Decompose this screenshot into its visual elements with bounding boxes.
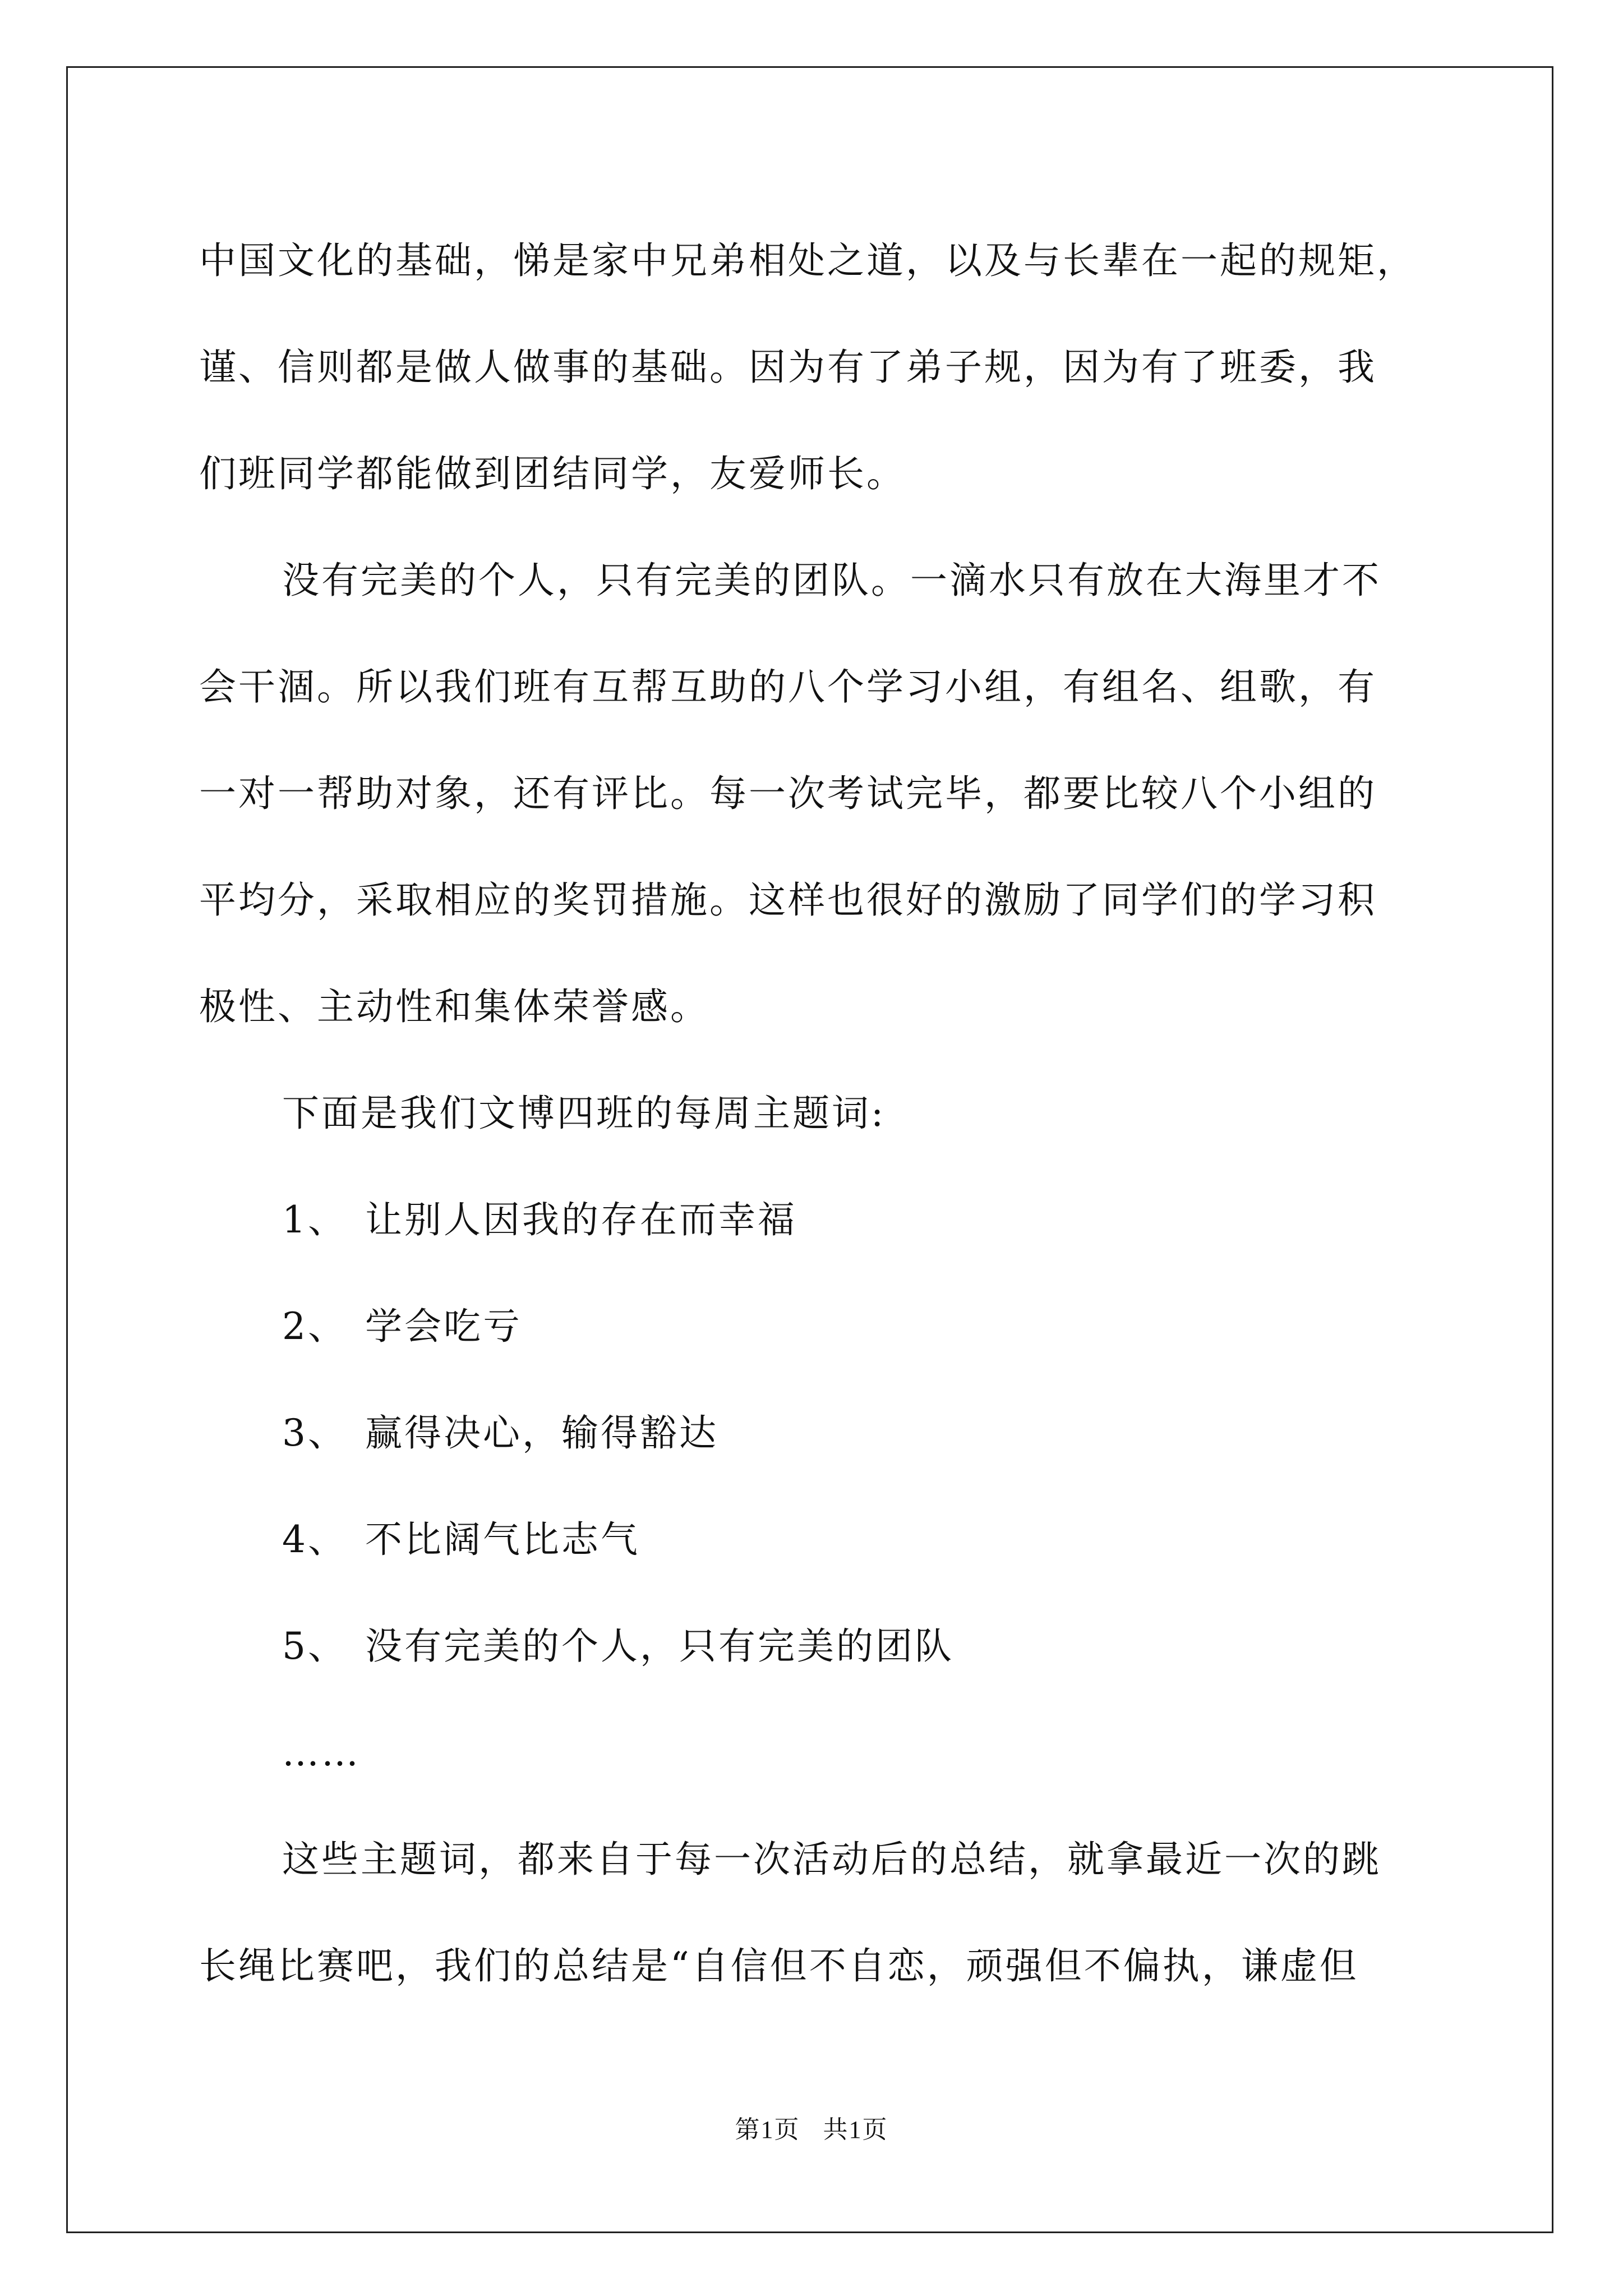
- text-line: 下面是我们文博四班的每周主题词:: [282, 1092, 886, 1135]
- list-number: 2、: [282, 1305, 347, 1348]
- paragraph-4: [199, 1806, 1433, 2019]
- paragraph-2: [199, 527, 1433, 1060]
- page-number: 第1页: [735, 2116, 800, 2143]
- text-line: 极性、主动性和集体荣誉感。: [199, 985, 709, 1028]
- document-body: [199, 208, 1433, 2019]
- list-item: [199, 1593, 1433, 1700]
- list-number: 5、: [282, 1625, 347, 1668]
- text-line: 谨、信则都是做人做事的基础。因为有了弟子规，因为有了班委，我: [199, 346, 1377, 389]
- text-line: 这些主题词，都来自于每一次活动后的总结，就拿最近一次的跳: [282, 1838, 1381, 1881]
- list-text: 学会吃亏: [365, 1305, 522, 1348]
- ellipsis: ……: [282, 1731, 361, 1774]
- list-item: [199, 1380, 1433, 1487]
- theme-list: [199, 1167, 1433, 1806]
- text-line: 会干涸。所以我们班有互帮互助的八个学习小组，有组名、组歌，有: [199, 665, 1377, 708]
- text-line: 中国文化的基础，悌是家中兄弟相处之道，以及与长辈在一起的规矩，: [199, 239, 1416, 282]
- paragraph-3: [199, 1060, 1433, 1167]
- list-text: 让别人因我的存在而幸福: [365, 1198, 797, 1241]
- list-item: [199, 1487, 1433, 1593]
- list-item: [199, 1167, 1433, 1273]
- text-line: 长绳比赛吧，我们的总结是“自信但不自恋，顽强但不偏执，谦虚但: [199, 1944, 1359, 1987]
- list-number: 1、: [282, 1198, 347, 1241]
- page-footer: [0, 2109, 1623, 2145]
- text-line: 一对一帮助对象，还有评比。每一次考试完毕，都要比较八个小组的: [199, 772, 1377, 815]
- list-item: [199, 1273, 1433, 1380]
- list-text: 没有完美的个人，只有完美的团队: [365, 1625, 954, 1668]
- text-line: 平均分，采取相应的奖罚措施。这样也很好的激励了同学们的学习积: [199, 878, 1377, 922]
- text-line: 们班同学都能做到团结同学，友爱师长。: [199, 452, 906, 495]
- list-text: 不比阔气比志气: [365, 1518, 640, 1561]
- text-line: 没有完美的个人，只有完美的团队。一滴水只有放在大海里才不: [282, 559, 1381, 602]
- list-text: 赢得决心，输得豁达: [365, 1411, 718, 1455]
- page-total: 共1页: [823, 2116, 888, 2143]
- list-number: 3、: [282, 1411, 347, 1455]
- paragraph-1: [199, 208, 1433, 527]
- list-number: 4、: [282, 1518, 347, 1561]
